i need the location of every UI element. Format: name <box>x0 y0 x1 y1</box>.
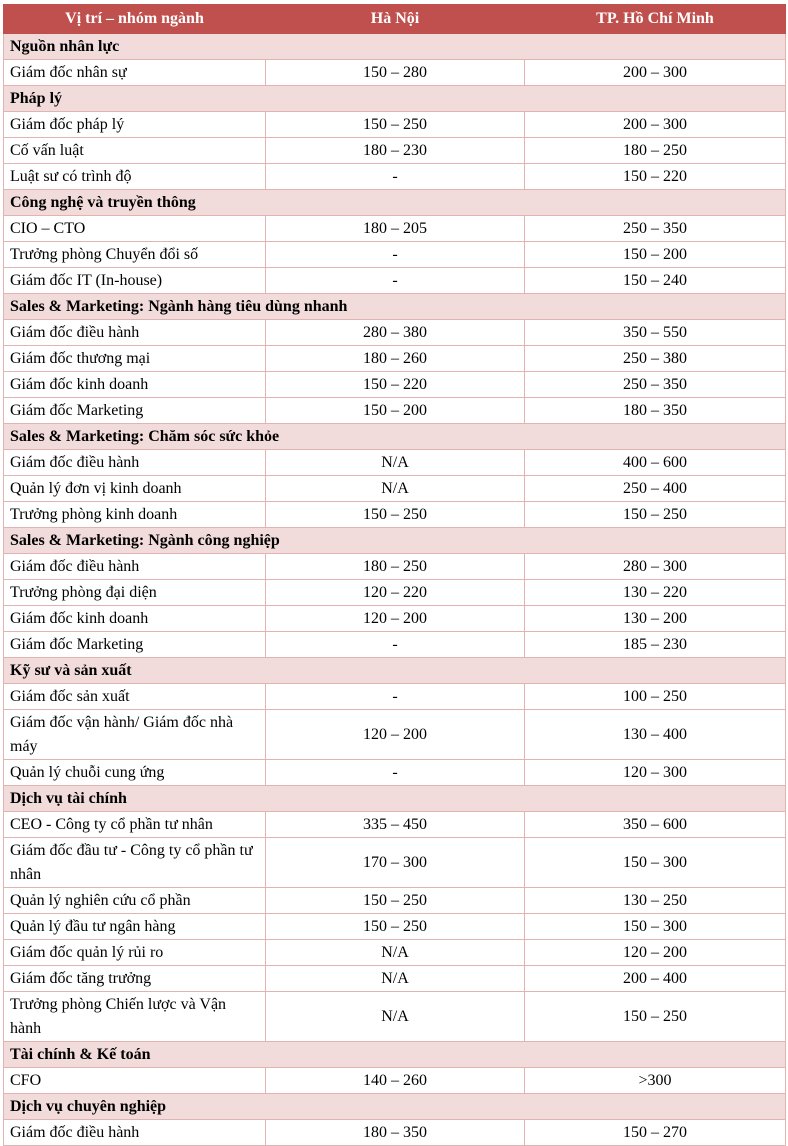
table-row <box>4 398 786 424</box>
hanoi-salary-cell: - <box>266 684 525 710</box>
position-cell: Quản lý đầu tư ngân hàng <box>4 914 266 940</box>
hanoi-salary-cell: N/A <box>266 476 525 502</box>
table-row <box>4 812 786 838</box>
hcm-salary-cell: 350 – 550 <box>525 320 786 346</box>
position-cell: Giám đốc thương mại <box>4 346 266 372</box>
position-cell: Trưởng phòng kinh doanh <box>4 502 266 528</box>
hanoi-salary-cell: 120 – 220 <box>266 580 525 606</box>
table-row <box>4 940 786 966</box>
position-cell: Giám đốc kinh doanh <box>4 606 266 632</box>
hcm-salary-cell: 150 – 240 <box>525 268 786 294</box>
hcm-salary-cell: 200 – 400 <box>525 966 786 992</box>
table-row <box>4 216 786 242</box>
hanoi-salary-cell: 150 – 280 <box>266 60 525 86</box>
hcm-salary-cell: 150 – 200 <box>525 242 786 268</box>
table-row <box>4 632 786 658</box>
table-row <box>4 450 786 476</box>
hcm-salary-cell: 180 – 250 <box>525 138 786 164</box>
hanoi-salary-cell: N/A <box>266 966 525 992</box>
group-title: Kỹ sư và sản xuất <box>4 658 786 684</box>
header-position: Vị trí – nhóm ngành <box>4 5 266 34</box>
hanoi-salary-cell: 150 – 200 <box>266 398 525 424</box>
hcm-salary-cell: 150 – 220 <box>525 164 786 190</box>
hanoi-salary-cell: - <box>266 242 525 268</box>
hanoi-salary-cell: 120 – 200 <box>266 606 525 632</box>
position-cell: Giám đốc nhân sự <box>4 60 266 86</box>
hcm-salary-cell: 250 – 400 <box>525 476 786 502</box>
table-row <box>4 710 786 760</box>
position-cell: Giám đốc điều hành <box>4 320 266 346</box>
group-header-row <box>4 528 786 554</box>
group-header-row <box>4 86 786 112</box>
group-header-row <box>4 190 786 216</box>
table-row <box>4 320 786 346</box>
hanoi-salary-cell: 150 – 250 <box>266 112 525 138</box>
position-cell: Trưởng phòng đại diện <box>4 580 266 606</box>
position-cell: Quản lý chuỗi cung ứng <box>4 760 266 786</box>
table-row <box>4 372 786 398</box>
group-title: Sales & Marketing: Ngành hàng tiêu dùng nhanh <box>4 294 786 320</box>
hanoi-salary-cell: 280 – 380 <box>266 320 525 346</box>
hanoi-salary-cell: 120 – 200 <box>266 710 525 760</box>
position-cell: Giám đốc sản xuất <box>4 684 266 710</box>
position-cell: Giám đốc điều hành <box>4 1120 266 1146</box>
table-row <box>4 914 786 940</box>
table-row <box>4 1120 786 1146</box>
hanoi-salary-cell: 150 – 250 <box>266 914 525 940</box>
hanoi-salary-cell: 150 – 220 <box>266 372 525 398</box>
group-title: Sales & Marketing: Chăm sóc sức khỏe <box>4 424 786 450</box>
position-cell: Giám đốc tăng trưởng <box>4 966 266 992</box>
table-row <box>4 476 786 502</box>
table-row <box>4 346 786 372</box>
salary-table <box>3 4 786 1146</box>
hcm-salary-cell: 150 – 300 <box>525 838 786 888</box>
hanoi-salary-cell: N/A <box>266 450 525 476</box>
hcm-salary-cell: 200 – 300 <box>525 60 786 86</box>
hcm-salary-cell: 120 – 300 <box>525 760 786 786</box>
table-row <box>4 992 786 1042</box>
group-header-row <box>4 294 786 320</box>
group-title: Công nghệ và truyền thông <box>4 190 786 216</box>
position-cell: CEO - Công ty cổ phần tư nhân <box>4 812 266 838</box>
hanoi-salary-cell: 150 – 250 <box>266 888 525 914</box>
group-title: Sales & Marketing: Ngành công nghiệp <box>4 528 786 554</box>
group-title: Pháp lý <box>4 86 786 112</box>
position-cell: Giám đốc vận hành/ Giám đốc nhà máy <box>4 710 266 760</box>
hanoi-salary-cell: - <box>266 632 525 658</box>
position-cell: Trưởng phòng Chiến lược và Vận hành <box>4 992 266 1042</box>
hanoi-salary-cell: 335 – 450 <box>266 812 525 838</box>
table-row <box>4 760 786 786</box>
table-row <box>4 684 786 710</box>
hanoi-salary-cell: 180 – 230 <box>266 138 525 164</box>
table-row <box>4 580 786 606</box>
table-row <box>4 138 786 164</box>
hcm-salary-cell: 185 – 230 <box>525 632 786 658</box>
hcm-salary-cell: 130 – 400 <box>525 710 786 760</box>
header-hanoi: Hà Nội <box>266 5 525 34</box>
hcm-salary-cell: 130 – 200 <box>525 606 786 632</box>
hanoi-salary-cell: - <box>266 268 525 294</box>
group-header-row <box>4 34 786 60</box>
table-row <box>4 966 786 992</box>
table-row <box>4 60 786 86</box>
hcm-salary-cell: 200 – 300 <box>525 112 786 138</box>
position-cell: CFO <box>4 1068 266 1094</box>
position-cell: Giám đốc đầu tư - Công ty cổ phần tư nhân <box>4 838 266 888</box>
hcm-salary-cell: 150 – 300 <box>525 914 786 940</box>
hcm-salary-cell: 130 – 220 <box>525 580 786 606</box>
hcm-salary-cell: 150 – 250 <box>525 502 786 528</box>
position-cell: Quản lý nghiên cứu cổ phần <box>4 888 266 914</box>
table-row <box>4 242 786 268</box>
position-cell: Giám đốc Marketing <box>4 632 266 658</box>
hanoi-salary-cell: 180 – 260 <box>266 346 525 372</box>
position-cell: Giám đốc IT (In-house) <box>4 268 266 294</box>
table-row <box>4 554 786 580</box>
group-title: Dịch vụ chuyên nghiệp <box>4 1094 786 1120</box>
table-header-row <box>4 5 786 34</box>
hanoi-salary-cell: 170 – 300 <box>266 838 525 888</box>
table-row <box>4 888 786 914</box>
hanoi-salary-cell: 140 – 260 <box>266 1068 525 1094</box>
table-row <box>4 502 786 528</box>
hanoi-salary-cell: 150 – 250 <box>266 502 525 528</box>
hcm-salary-cell: 250 – 350 <box>525 216 786 242</box>
position-cell: Giám đốc quản lý rủi ro <box>4 940 266 966</box>
group-header-row <box>4 424 786 450</box>
hanoi-salary-cell: - <box>266 760 525 786</box>
group-header-row <box>4 786 786 812</box>
table-body <box>4 34 786 1146</box>
hcm-salary-cell: 250 – 350 <box>525 372 786 398</box>
group-title: Dịch vụ tài chính <box>4 786 786 812</box>
position-cell: Luật sư có trình độ <box>4 164 266 190</box>
position-cell: Giám đốc Marketing <box>4 398 266 424</box>
position-cell: Giám đốc điều hành <box>4 450 266 476</box>
hcm-salary-cell: 180 – 350 <box>525 398 786 424</box>
position-cell: CIO – CTO <box>4 216 266 242</box>
table-row <box>4 164 786 190</box>
hcm-salary-cell: 130 – 250 <box>525 888 786 914</box>
hanoi-salary-cell: - <box>266 164 525 190</box>
position-cell: Giám đốc pháp lý <box>4 112 266 138</box>
group-title: Nguồn nhân lực <box>4 34 786 60</box>
hcm-salary-cell: 150 – 250 <box>525 992 786 1042</box>
group-header-row <box>4 658 786 684</box>
hcm-salary-cell: >300 <box>525 1068 786 1094</box>
group-title: Tài chính & Kế toán <box>4 1042 786 1068</box>
hcm-salary-cell: 400 – 600 <box>525 450 786 476</box>
position-cell: Giám đốc điều hành <box>4 554 266 580</box>
group-header-row <box>4 1042 786 1068</box>
hanoi-salary-cell: 180 – 205 <box>266 216 525 242</box>
hanoi-salary-cell: N/A <box>266 940 525 966</box>
table-row <box>4 268 786 294</box>
hanoi-salary-cell: N/A <box>266 992 525 1042</box>
group-header-row <box>4 1094 786 1120</box>
position-cell: Giám đốc kinh doanh <box>4 372 266 398</box>
header-hcm: TP. Hồ Chí Minh <box>525 5 786 34</box>
table-row <box>4 1068 786 1094</box>
hcm-salary-cell: 120 – 200 <box>525 940 786 966</box>
hcm-salary-cell: 100 – 250 <box>525 684 786 710</box>
table-row <box>4 112 786 138</box>
position-cell: Cố vấn luật <box>4 138 266 164</box>
hcm-salary-cell: 280 – 300 <box>525 554 786 580</box>
hcm-salary-cell: 150 – 270 <box>525 1120 786 1146</box>
hanoi-salary-cell: 180 – 350 <box>266 1120 525 1146</box>
position-cell: Quản lý đơn vị kinh doanh <box>4 476 266 502</box>
hcm-salary-cell: 350 – 600 <box>525 812 786 838</box>
table-row <box>4 606 786 632</box>
position-cell: Trưởng phòng Chuyển đổi số <box>4 242 266 268</box>
hanoi-salary-cell: 180 – 250 <box>266 554 525 580</box>
hcm-salary-cell: 250 – 380 <box>525 346 786 372</box>
table-row <box>4 838 786 888</box>
